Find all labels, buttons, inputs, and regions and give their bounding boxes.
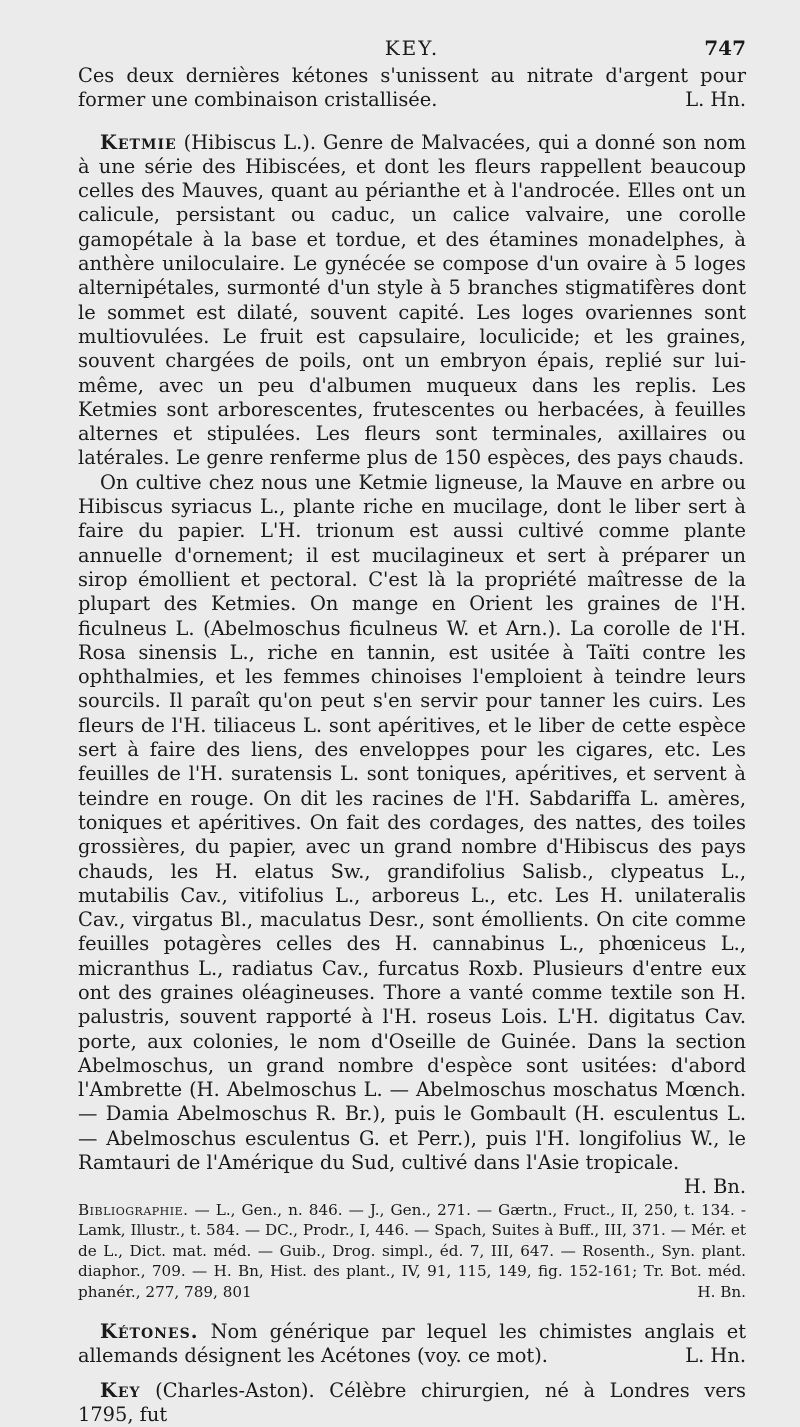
entry-text: Nom générique par lequel les chimistes anglais et allemands désignent les Acétones (voy. ce mot). <box>78 1320 746 1368</box>
bibliography <box>78 1200 746 1303</box>
entry-paragraph <box>78 131 746 471</box>
previous-entry-ending <box>78 64 746 113</box>
previous-entry-text: Ces deux dernières kétones s'unissent au nitrate d'argent pour former une combinaison cristallisée. <box>78 64 746 112</box>
running-header <box>78 30 746 64</box>
article-body <box>78 64 746 1427</box>
entry-ketones <box>78 1320 746 1369</box>
author-signature: H. Bn. <box>697 1282 746 1301</box>
entry-headword: Key <box>100 1378 141 1402</box>
entry-headword: Ketmie <box>100 130 177 154</box>
entry-lead: (Hibiscus L.). <box>183 130 316 154</box>
entry-ketmie <box>78 131 746 1303</box>
entry-text: On cultive chez nous une Ketmie ligneuse, la Mauve en arbre ou Hibiscus syriacus L., plante riche en mucilage, dont le liber sert à faire du papier. L'H. trionum est aussi cultivé comme plante annuelle d'ornement; il est mucilagineux et sert à préparer un sirop émollient et pectoral. C'est là la propriété maîtresse de la plupart des Ketmies. On mange en Orient les graines de l'H. ficulneus L. (Abelmoschus ficulneus W. et Arn.). La corolle de l'H. Rosa sinensis L., riche en tannin, est usitée à Taïti contre les ophthalmies, et les femmes chinoises l'emploient à teindre leurs sourcils. Il paraît qu'on peut s'en servir pour tanner les cuirs. Les fleurs de l'H. tiliaceus L. sont apéritives, et le liber de cette espèce sert à faire des liens, des enveloppes pour les cigares, etc. Les feuilles de l'H. suratensis L. sont toniques, apéritives, et servent à teindre en rouge. On dit les racines de l'H. Sabdariffa L. amères, toniques et apéritives. On fait des cordages, des nattes, des toiles grossières, du papier, avec un grand nombre d'Hibiscus des pays chauds, les H. elatus Sw., grandifolius Salisb., clypeatus L., mutabilis Cav., vitifolius L., arboreus L., etc. Les H. unilateralis Cav., virgatus Bl., maculatus Desr., sont émollients. On cite comme feuilles potagères celles des H. cannabinus L., phœniceus L., micranthus L., radiatus Cav., furcatus Roxb. Plusieurs d'entre eux ont des graines oléagineuses. Thore a vanté comme textile son H. palustris, souvent rapporté à l'H. roseus Lois. L'H. digitatus Cav. porte, aux colonies, le nom d'Oseille de Guinée. Dans la section Abelmoschus, un grand nombre d'espèce sont usitées: d'abord l'Ambrette (H. Abelmoschus L. — Abelmoschus moschatus Mœnch. — Damia Abelmoschus R. Br.), puis le Gombault (H. esculentus L. — Abelmoschus esculentus G. et Perr.), puis l'H. longifolius W., le Ramtauri de l'Amérique du Sud, cultivé dans l'Asie tropicale. <box>78 470 746 1175</box>
bibliography-label: Bibliographie. <box>78 1200 189 1219</box>
entry-text: Genre de Malvacées, qui a donné son nom à une série des Hibiscées, et dont les fleurs rappellent beaucoup celles des Mauves, quant au périanthe et à l'androcée. Elles ont un calicule, persistant ou caduc, un calice valvaire, une corolle gamopétale à la base et tordue, et des étamines monadelphes, à anthère uniloculaire. Le gynécée se compose d'un ovaire à 5 loges alternipétales, surmonté d'un style à 5 branches stigmatifères dont le sommet est dilaté, souvent capité. Les loges ovariennes sont multiovulées. Le fruit est capsulaire, loculicide; et les graines, souvent chargées de poils, ont un embryon épais, replié sur lui-même, avec un peu d'albumen muqueux dans les replis. Les Ketmies sont arborescentes, frutescentes ou herbacées, à feuilles alternes et stipulées. Les fleurs sont terminales, axillaires ou latérales. Le genre renferme plus de 150 espèces, des pays chauds. <box>78 130 746 470</box>
entry-text: (Charles-Aston). Célèbre chirurgien, né à Londres vers 1795, fut <box>78 1378 746 1427</box>
author-signature: L. Hn. <box>685 88 746 112</box>
author-signature: H. Bn. <box>683 1175 746 1199</box>
entry-key <box>78 1379 746 1427</box>
author-signature: L. Hn. <box>685 1344 746 1368</box>
bibliography-text: — L., Gen., n. 846. — J., Gen., 271. — Gærtn., Fruct., II, 250, t. 134. - Lamk, Illustr., t. 584. — DC., Prodr., I, 446. — Spach, Suites à Buff., III, 371. — Mér. et de L., Dict. mat. méd. — Guib., Drog. simpl., éd. 7, III, 647. — Rosenth., Syn. plant. diaphor., 709. — H. Bn, Hist. des plant., IV, 91, 115, 149, fig. 152-161; Tr. Bot. méd. phanér., 277, 789, 801 <box>78 1200 746 1301</box>
page-number: 747 <box>704 36 746 60</box>
entry-paragraph <box>78 471 746 1200</box>
running-title: KEY. <box>384 36 440 60</box>
entry-headword: Kétones. <box>100 1320 199 1344</box>
